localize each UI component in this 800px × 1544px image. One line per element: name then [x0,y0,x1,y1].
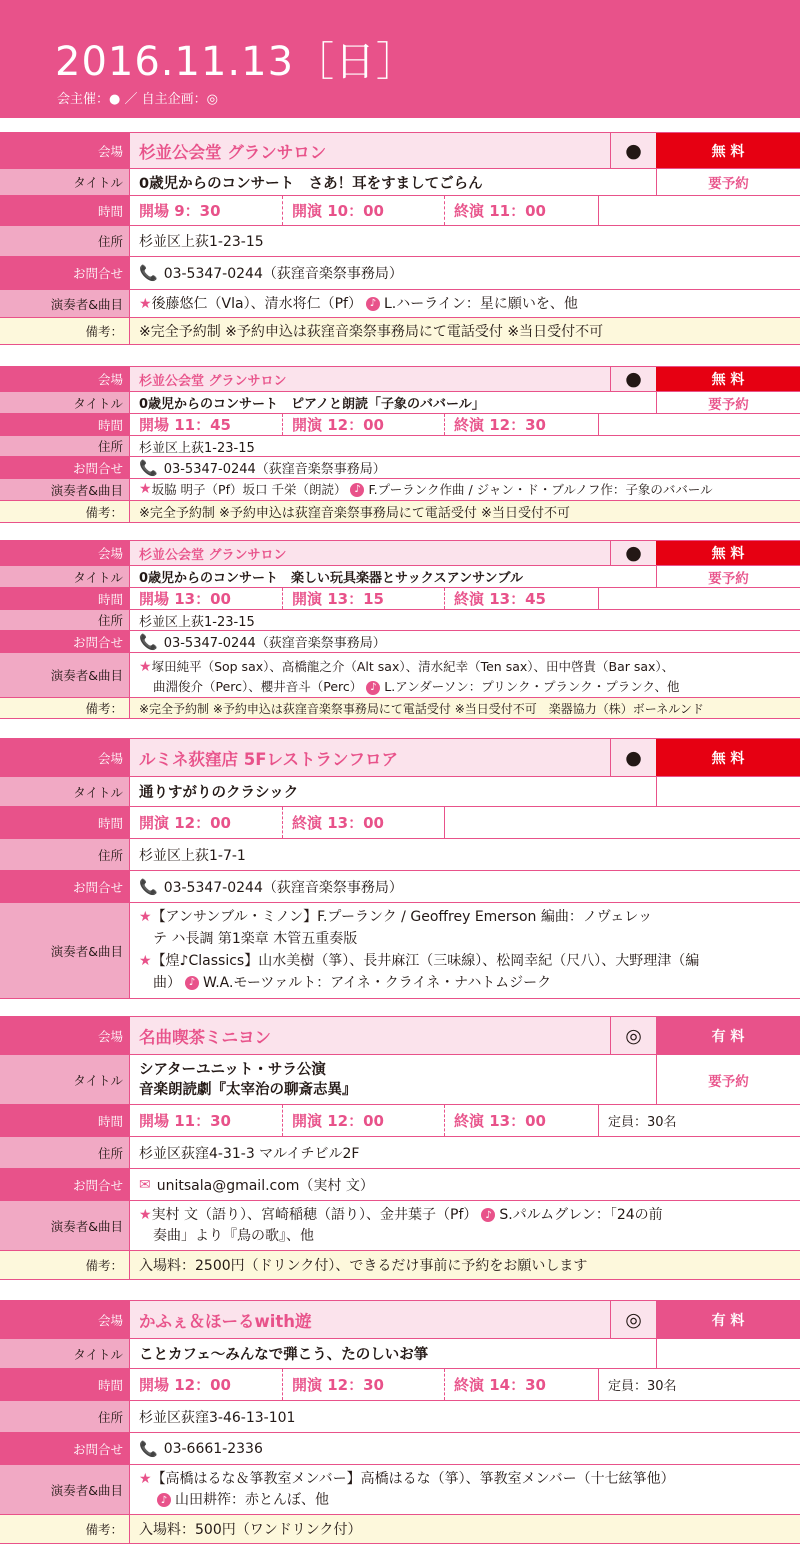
time-label: 時間 [0,196,130,225]
event-card [0,738,800,999]
venue-name: ルミネ荻窪店 5Fレストランフロア [130,739,610,776]
notes-label: 備考： [0,698,130,718]
title-label: タイトル [0,169,130,195]
event-date: 2016.11.13［日］ [55,39,418,85]
event-card [0,366,800,523]
event-subtitle: 音楽朗読劇『太宰治の聊斎志異』 [139,1082,357,1098]
title-row [0,392,800,414]
contact-email[interactable]: unitsala@gmail.com（実村 文） [156,1177,374,1194]
end-time: 終演 14：30 [445,1369,599,1400]
event-card [0,540,800,719]
performers-row [0,1201,800,1251]
title-label: タイトル [0,1055,130,1104]
phone-icon: 📞 [139,1439,158,1458]
contact-row [0,457,800,479]
notes-label: 備考： [0,1251,130,1279]
time-label: 時間 [0,588,130,609]
performers: 塚田純平（Sop sax）、高橋龍之介（Alt sax）、清水紀幸（Ten sax）、田中啓貴（Bar sax）、 [151,659,675,674]
capacity: 定員：30名 [608,1115,677,1130]
music-note-icon: ♪ [185,976,199,990]
performers-row [0,653,800,698]
address: 杉並区上荻1-7-1 [139,847,246,864]
venue-name: 杉並公会堂 グランサロン [130,133,610,168]
time-row [0,588,800,610]
reservation-badge: 要予約 [656,392,800,413]
open-time: 開場 13：00 [130,588,283,609]
music-note-icon: ♪ [350,483,364,497]
venue-row [0,739,800,777]
contact-phone[interactable]: 03-6661-2336 [163,1440,263,1457]
address-row [0,226,800,257]
organizer-legend: 会主催：● ／ 自主企画：◎ [57,92,218,107]
program: 山田耕筰：赤とんぼ、他 [175,1492,329,1508]
performers-cont: 曲淵俊介（Perc）、櫻井音斗（Perc） [153,679,363,694]
performers-label: 演奏者&曲目 [0,653,130,697]
start-time: 開演 12：30 [283,1369,445,1400]
contact-label: お問合せ [0,1433,130,1464]
star-icon: ★ [139,909,152,925]
program: F.プーランク作曲 / ジャン・ド・ブルノフ作：子象のババール [368,482,713,497]
venue-label: 会場 [0,1301,130,1338]
star-icon: ★ [139,659,152,675]
notes-row [0,1515,800,1544]
contact-phone[interactable]: 03-5347-0244（荻窪音楽祭事務局） [163,879,403,896]
event-card [0,1300,800,1544]
open-time: 開場 12：00 [130,1369,283,1400]
capacity: 定員：30名 [608,1379,677,1394]
phone-icon: 📞 [139,877,158,896]
host-mark: ● [610,541,656,565]
performers-label: 演奏者&曲目 [0,1465,130,1514]
title-label: タイトル [0,566,130,587]
title-row [0,1055,800,1105]
contact-label: お問合せ [0,631,130,652]
phone-icon: 📞 [139,458,158,477]
title-label: タイトル [0,392,130,413]
time-row [0,1369,800,1401]
start-time: 開演 12：00 [130,807,283,838]
venue-row [0,133,800,169]
performers-label: 演奏者&曲目 [0,479,130,500]
address-label: 住所 [0,610,130,630]
address: 杉並区上荻1-23-15 [139,614,255,630]
contact-row [0,871,800,903]
title-row [0,169,800,196]
notes-label: 備考： [0,318,130,344]
venue-row [0,1301,800,1339]
venue-name: かふぇ＆ほーるwith遊 [130,1301,610,1338]
start-time: 開演 13：15 [283,588,445,609]
event-card [0,1016,800,1280]
venue-name: 杉並公会堂 グランサロン [130,367,610,391]
notes-label: 備考： [0,1515,130,1543]
program-cont: 奏曲」より『鳥の歌』、他 [153,1228,314,1244]
fee-badge: 無 料 [656,367,800,391]
event-title: 通りすがりのクラシック [139,785,299,801]
notes: ※完全予約制 ※予約申込は荻窪音楽祭事務局にて電話受付 ※当日受付不可 [130,501,800,522]
notes: ※完全予約制 ※予約申込は荻窪音楽祭事務局にて電話受付 ※当日受付不可 [130,318,800,344]
music-note-icon: ♪ [366,681,380,695]
notes: ※完全予約制 ※予約申込は荻窪音楽祭事務局にて電話受付 ※当日受付不可 楽器協力（株）ボーネルンド [130,698,800,718]
performers-row [0,290,800,318]
fee-badge: 無 料 [656,133,800,168]
venue-label: 会場 [0,739,130,776]
program: L.ハーライン：星に願いを、他 [383,295,578,312]
start-time: 開演 12：00 [283,1105,445,1136]
performers-cont: テ ハ長調 第1楽章 木管五重奏版 [153,931,358,947]
fee-badge: 無 料 [656,541,800,565]
reservation-badge-empty [656,777,800,806]
end-time: 終演 13：45 [445,588,599,609]
open-time: 開場 11：45 [130,414,283,435]
end-time: 終演 11：00 [445,196,599,225]
event-title: シアターユニット・サラ公演 [139,1062,326,1078]
performers: 実村 文（語り）、宮崎稲穂（語り）、金井葉子（Pf） [151,1207,478,1223]
title-label: タイトル [0,777,130,806]
reservation-badge: 要予約 [656,1055,800,1104]
time-label: 時間 [0,414,130,435]
end-time: 終演 13：00 [445,1105,599,1136]
address-row [0,436,800,457]
venue-name: 杉並公会堂 グランサロン [130,541,610,565]
notes-label: 備考： [0,501,130,522]
open-time: 開場 11：30 [130,1105,283,1136]
star-icon: ★ [139,295,152,312]
music-note-icon: ♪ [366,297,380,311]
contact-row [0,631,800,653]
reservation-badge: 要予約 [656,169,800,195]
program: L.アンダーソン：プリンク・プランク・プランク、他 [384,679,680,694]
notes-row [0,698,800,719]
performers: 坂脇 明子（Pf）坂口 千栄（朗読） [151,482,347,497]
performers: 後藤悠仁（Vla）、清水将仁（Pf） [151,295,362,312]
host-mark: ● [610,739,656,776]
performers-row [0,479,800,501]
address-row [0,1137,800,1169]
page-header [0,0,800,118]
contact-row [0,257,800,290]
host-mark: ◎ [610,1301,656,1338]
contact-phone[interactable]: 03-5347-0244（荻窪音楽祭事務局） [163,636,386,651]
time-row [0,1105,800,1137]
venue-row [0,1017,800,1055]
address: 杉並区上荻1-23-15 [139,234,264,250]
start-time: 開演 10：00 [283,196,445,225]
event-title: ことカフェ〜みんなで弾こう、たのしいお箏 [139,1347,429,1363]
contact-label: お問合せ [0,1169,130,1200]
performers-2: 【煌♪Classics】山水美樹（箏）、長井麻江（三味線）、松岡幸紀（尺八）、大野理津（編 [151,953,700,969]
music-note-icon: ♪ [157,1493,171,1507]
program: W.A.モーツァルト：アイネ・クライネ・ナハトムジーク [203,975,552,991]
open-time: 開場 9：30 [130,196,283,225]
phone-icon: 📞 [139,632,158,651]
address: 杉並区上荻1-23-15 [139,440,255,456]
music-note-icon: ♪ [481,1208,495,1222]
end-time: 終演 13：00 [283,807,445,838]
venue-label: 会場 [0,541,130,565]
event-card [0,132,800,345]
title-row [0,1339,800,1369]
address-label: 住所 [0,1401,130,1432]
notes-row [0,1251,800,1280]
event-title: 0歳児からのコンサート ピアノと朗読「子象のババール」 [139,397,485,412]
time-row [0,196,800,226]
star-icon: ★ [139,953,152,969]
performers: 【高橋はるな＆箏教室メンバー】高橋はるな（箏）、箏教室メンバー（十七絃箏他） [151,1471,675,1487]
start-time: 開演 12：00 [283,414,445,435]
contact-row [0,1169,800,1201]
event-title: 0歳児からのコンサート さあ！耳をすましてごらん [139,175,483,192]
host-mark: ◎ [610,1017,656,1054]
performers-row [0,903,800,999]
reservation-badge-empty [656,1339,800,1368]
host-mark: ● [610,367,656,391]
performers-label: 演奏者&曲目 [0,903,130,998]
performers-label: 演奏者&曲目 [0,290,130,317]
reservation-badge: 要予約 [656,566,800,587]
address-label: 住所 [0,226,130,256]
venue-name: 名曲喫茶ミニヨン [130,1017,610,1054]
contact-phone[interactable]: 03-5347-0244（荻窪音楽祭事務局） [163,462,386,477]
title-row [0,777,800,807]
time-label: 時間 [0,1105,130,1136]
mail-icon: ✉ [139,1176,151,1193]
host-mark: ● [610,133,656,168]
performers-row [0,1465,800,1515]
notes-row [0,318,800,345]
performers-label: 演奏者&曲目 [0,1201,130,1250]
event-title: 0歳児からのコンサート 楽しい玩具楽器とサックスアンサンブル [139,571,523,586]
title-row [0,566,800,588]
venue-row [0,367,800,392]
program: S.パルムグレン：「24の前 [499,1207,663,1223]
performers: 【アンサンブル・ミノン】F.プーランク / Geoffrey Emerson 編曲：ノヴェレッ [151,909,653,925]
address-row [0,839,800,871]
venue-label: 会場 [0,133,130,168]
contact-label: お問合せ [0,257,130,289]
contact-label: お問合せ [0,871,130,902]
venue-label: 会場 [0,1017,130,1054]
time-label: 時間 [0,807,130,838]
fee-badge: 有 料 [656,1017,800,1054]
address-row [0,1401,800,1433]
address-row [0,610,800,631]
address: 杉並区荻窪3-46-13-101 [139,1409,296,1426]
notes: 入場料：2500円（ドリンク付）、できるだけ事前に予約をお願いします [130,1251,800,1279]
star-icon: ★ [139,1207,152,1223]
contact-label: お問合せ [0,457,130,478]
notes-row [0,501,800,523]
title-label: タイトル [0,1339,130,1368]
phone-icon: 📞 [139,264,158,282]
star-icon: ★ [139,1471,152,1487]
time-row [0,807,800,839]
performers-2-cont: 曲） [153,975,181,991]
time-label: 時間 [0,1369,130,1400]
address: 杉並区荻窪4-31-3 マルイチビル2F [139,1145,360,1162]
star-icon: ★ [139,481,152,497]
contact-phone[interactable]: 03-5347-0244（荻窪音楽祭事務局） [163,266,403,282]
end-time: 終演 12：30 [445,414,599,435]
venue-label: 会場 [0,367,130,391]
fee-badge: 無 料 [656,739,800,776]
time-row [0,414,800,436]
venue-row [0,541,800,566]
notes: 入場料：500円（ワンドリンク付） [130,1515,800,1543]
contact-row [0,1433,800,1465]
address-label: 住所 [0,839,130,870]
address-label: 住所 [0,1137,130,1168]
fee-badge: 有 料 [656,1301,800,1338]
address-label: 住所 [0,436,130,456]
